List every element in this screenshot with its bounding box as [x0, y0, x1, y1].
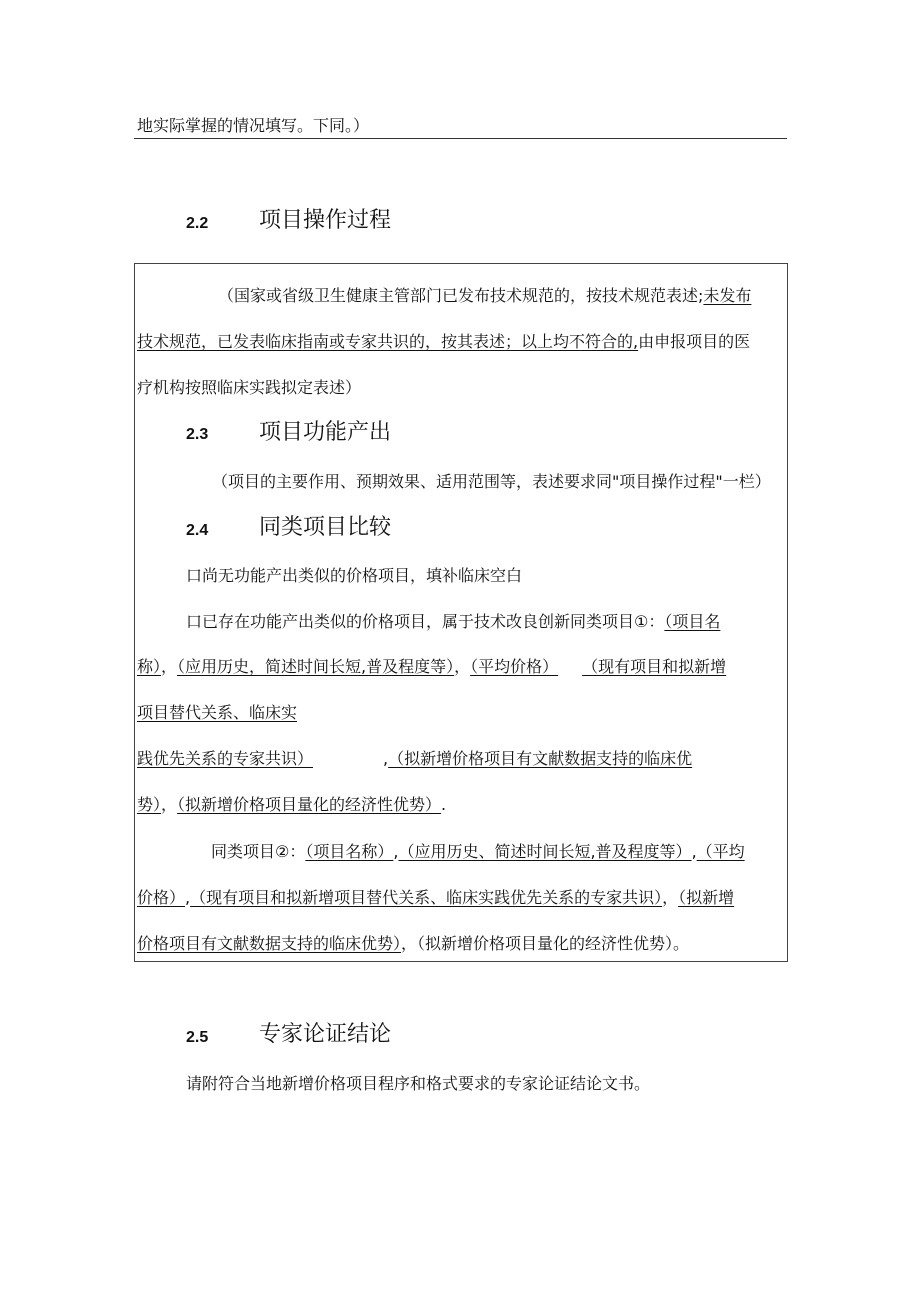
option-2-text-b: （项目名: [664, 612, 721, 631]
l3-d: ，: [454, 657, 471, 676]
l6-b: ，: [161, 795, 178, 814]
l3-c: （应用历史，简述时间长短,普及程度等）: [177, 657, 455, 676]
l6-d: .: [441, 795, 447, 814]
s2-d: （应用历史、简述时间长短,普及程度等）: [398, 842, 692, 861]
section-2-2-paragraph-line2: [137, 332, 750, 352]
option-2-line1: [186, 612, 720, 632]
l9-a: 价格项目有文献数据支持的临床优势）: [137, 934, 402, 953]
option-1-text: 口尚无功能产出类似的价格项目，填补临床空白: [186, 566, 523, 585]
l8-b: ,: [185, 888, 191, 907]
section-2-3-number: 2.3: [186, 426, 209, 443]
option-2-text-a: 口已存在功能产出类似的价格项目，属于技术改良创新同类项目①：: [186, 612, 665, 631]
l3-f: （现有项目和拟新增: [582, 657, 727, 676]
l3-e: （平均价格）: [470, 657, 559, 676]
section-2-2-text-a: （国家或省级卫生健康主管部门已发布技术规范的，按技术规范表述;: [218, 286, 704, 305]
section-2-2-title: 项目操作过程: [259, 208, 392, 233]
section-2-3-title: 项目功能产出: [259, 420, 392, 445]
section-2-2-paragraph-line1: [218, 286, 751, 306]
l8-c: （现有项目和拟新增项目替代关系、临床实践优先关系的专家共识）: [190, 888, 663, 907]
section-2-5-title: 专家论证结论: [259, 1022, 392, 1047]
section-2-2-text-b: 未发布: [703, 286, 752, 305]
l8-e: （拟新增: [678, 888, 735, 907]
top-line-text: 地实际掌握的情况填写。下同。）: [137, 116, 370, 135]
section-2-5-paragraph: 请附符合当地新增价格项目程序和格式要求的专家论证结论文书。: [186, 1074, 651, 1093]
similar-item-2-line2: [137, 888, 734, 908]
option-2-line4: [137, 749, 313, 769]
option-2-line5: [137, 795, 446, 815]
section-2-3-paragraph: （项目的主要作用、预期效果、适用范围等，表述要求同"项目操作过程"一栏）: [212, 472, 771, 491]
similar-item-2-line3: [137, 934, 689, 954]
l5-b: ,: [383, 749, 389, 768]
similar-item-2-line1: [211, 842, 745, 862]
l3-a: 称）: [137, 657, 162, 676]
section-2-2-paragraph-line3: 疗机构按照临床实践拟定表述）: [137, 378, 362, 397]
section-2-4-number: 2.4: [186, 522, 209, 539]
s2-c: ,: [393, 842, 399, 861]
section-2-2-text-d: 由申报项目的医: [638, 332, 751, 351]
l9-b: ，（拟新增价格项目量化的经济性优势）。: [401, 934, 690, 953]
option-2-line3: 项目替代关系、临床实: [137, 703, 298, 722]
l5-c: （拟新增价格项目有文献数据支持的临床优: [388, 749, 693, 768]
s2-b: （项目名称）: [305, 842, 394, 861]
option-2-line2: [137, 657, 726, 677]
l6-c: （拟新增价格项目量化的经济性优势）: [177, 795, 442, 814]
s2-f: （平均: [696, 842, 745, 861]
section-2-2-number: 2.2: [186, 215, 209, 232]
section-2-4-title: 同类项目比较: [259, 515, 392, 540]
section-2-5-number: 2.5: [186, 1029, 209, 1046]
l5-a: 践优先关系的专家共识）: [137, 749, 314, 768]
l8-d: ，: [662, 888, 679, 907]
s2-e: ,: [691, 842, 697, 861]
section-2-2-text-c: 技术规范，已发表临床指南或专家共识的，按其表述；以上均不符合的,: [137, 332, 639, 351]
l6-a: 势）: [137, 795, 162, 814]
l3-b: ，: [161, 657, 178, 676]
l8-a: 价格）: [137, 888, 186, 907]
option-2-line4-right: [383, 749, 692, 769]
top-rule: [134, 138, 787, 139]
s2-a: 同类项目②：: [211, 842, 306, 861]
